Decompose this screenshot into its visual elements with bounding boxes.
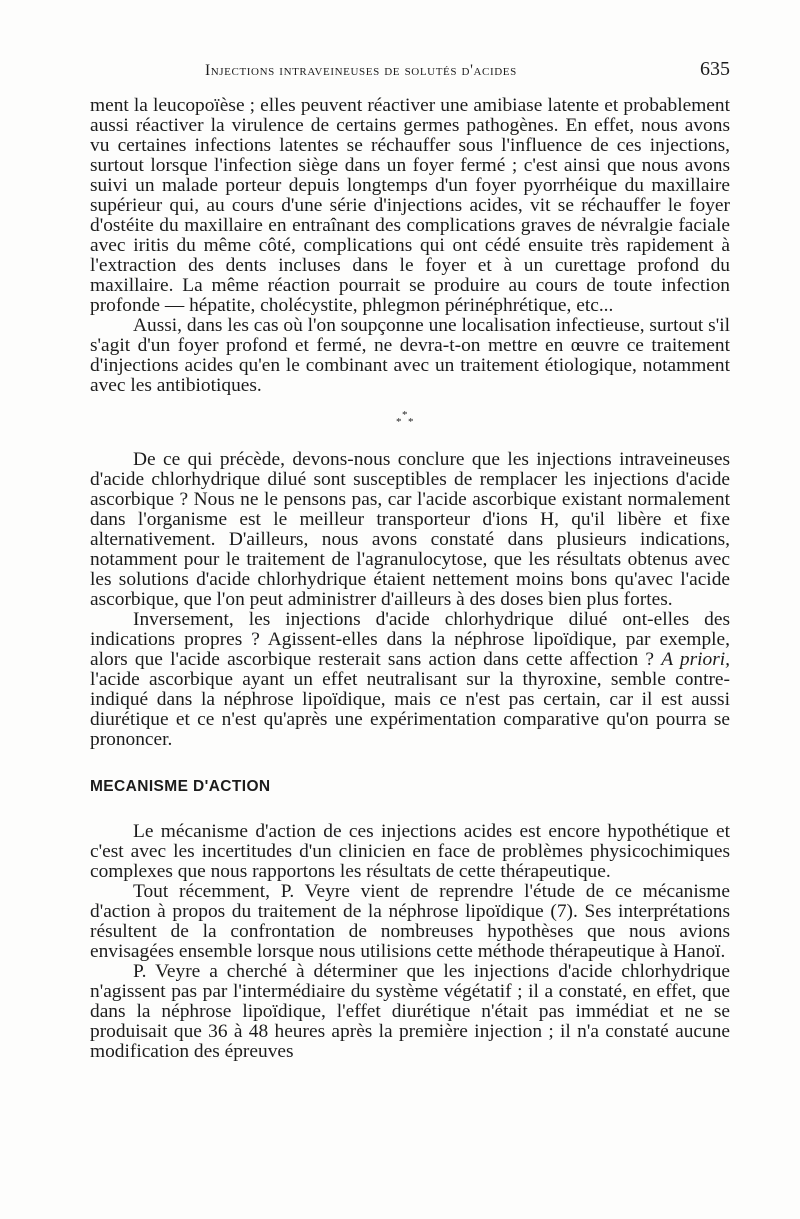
asterism-separator [90,400,730,440]
asterism-star-left: * [396,416,402,428]
section-heading: MECANISME D'ACTION [90,778,271,795]
asterism-star-top: * [402,409,408,421]
paragraph-veyre-study: Tout récemment, P. Veyre vient de reprendre l'étude de ce mécanisme d'action à propos du traitement de la néphrose lipoïdique (7). Ses interprétations résultent de la confrontation de nombreuses hypothèses que nous avions envisagées ensemble lorsque nous utilisions cette méthode thérapeutique à Hanoï. [90,881,730,962]
asterism-star-right: * [408,416,414,428]
paragraph-mechanism-intro: Le mécanisme d'action de ces injections acides est encore hypothétique et c'est avec les incertitudes d'un clinicien en face de problèmes physicochimiques complexes que nous rapportons les résultats de cette thérapeutique. [90,821,730,882]
running-title: Injections intraveineuses de solutés d'acides [205,62,517,79]
paragraph-continued: ment la leucopoïèse ; elles peuvent réactiver une amibiase latente et probablement aussi réactiver la virulence de certains germes pathogènes. En effet, nous avons vu certaines infections latentes se réchauffer sous l'influence de ces injections, surtout lorsque l'infection siège dans un foyer fermé ; c'est ainsi que nous avons suivi un malade porteur depuis longtemps d'un foyer pyorrhéique du maxillaire supérieur qui, au cours d'une série d'injections acides, vit se réchauffer le foyer d'ostéite du maxillaire en entraînant des complications graves de névralgie faciale avec iritis du même côté, complications qui ont cédé ensuite très rapidement à l'extraction des dents incluses dans le foyer et à un curettage profond du maxillaire. La même réaction pourrait se produire au cours de toute infection profonde — hépatite, cholécystite, phlegmon périnéphrétique, etc... [90,95,730,316]
running-header [90,58,730,82]
page-number: 635 [700,58,730,80]
paragraph-indications-text-b: l'acide ascorbique ayant un effet neutralisant sur la thyroxine, semble contre-indiqué dans la néphrose lipoïdique, mais ce n'est pas certain, car il est aussi diurétique et ce n'est qu'après une expérimentation comparative qu'on pourra se prononcer. [90,669,730,750]
italic-a-priori: A priori, [661,649,731,670]
paragraph-comparison: De ce qui précède, devons-nous conclure que les injections intraveineuses d'acide chlorhydrique dilué sont susceptibles de remplacer les injections d'acide ascorbique ? Nous ne le pensons pas, car l'acide ascorbique existant normalement dans l'organisme est le meilleur transporteur d'ions H, qu'il libère et fixe alternativement. D'ailleurs, nous avons constaté dans plusieurs indications, notamment pour le traitement de l'agranulocytose, que les résultats obtenus avec les solutions d'acide chlorhydrique étaient nettement moins bons qu'avec l'acide ascorbique, que l'on peut administrer d'ailleurs à des doses bien plus fortes. [90,449,730,610]
body-text [90,96,730,1062]
paragraph-veyre-findings: P. Veyre a cherché à déterminer que les injections d'acide chlorhydrique n'agissent pas par l'intermédiaire du système végétatif ; il a constaté, en effet, que dans la néphrose lipoïdique, l'effet diurétique n'était pas immédiat et ne se produisait que 36 à 48 heures après la première injection ; il n'a constaté aucune modification des épreuves [90,961,730,1062]
paragraph-indications-text-a: Inversement, les injections d'acide chlorhydrique dilué ont-elles des indications propres ? Agissent-elles dans la néphrose lipoïdique, par exemple, alors que l'acide ascorbique resterait sans action dans cette affection ? [90,609,730,670]
paragraph-indications [90,610,730,750]
paragraph-antibiotics: Aussi, dans les cas où l'on soupçonne une localisation infectieuse, surtout s'il s'agit d'un foyer profond et fermé, ne devra-t-on mettre en œuvre ce traitement d'injections acides qu'en le combinant avec un traitement étiologique, notamment avec les antibiotiques. [90,315,730,396]
